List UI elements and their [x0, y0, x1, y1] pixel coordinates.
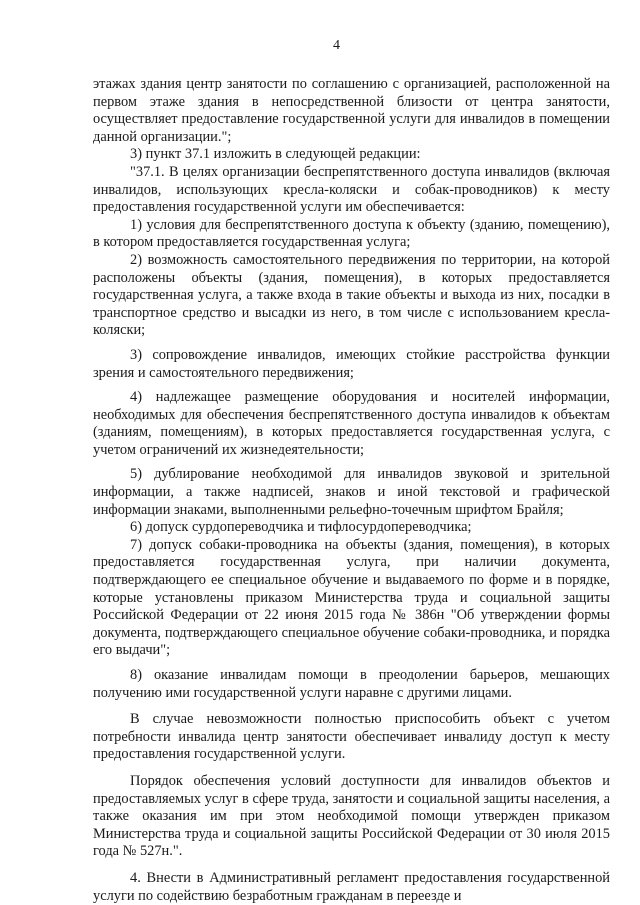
paragraph-accessibility-case: В случае невозможности полностью приспособить объект с учетом потребности инвалида центр занятости обеспечивает инвалиду доступ к месту предоставления государственной услуги.: [93, 711, 610, 763]
paragraph-item-4: 4. Внести в Административный регламент предоставления государственной услуги по содействию безработным гражданам в переезде и: [93, 869, 610, 904]
list-item-1: 1) условия для беспрепятственного доступа к объекту (зданию, помещению), в котором предоставляется государственная услуга;: [93, 216, 610, 251]
page-number: 4: [333, 38, 340, 53]
list-item-3: 3) сопровождение инвалидов, имеющих стойкие расстройства функции зрения и самостоятельного передвижения;: [93, 346, 610, 381]
paragraph-37-1-intro: "37.1. В целях организации беспрепятственного доступа инвалидов (включая инвалидов, использующих кресла-коляски и собак-проводников) к месту предоставления государственной услуги им обеспечивается:: [93, 163, 610, 216]
document-body: [93, 76, 610, 905]
list-item-5: 5) дублирование необходимой для инвалидов звуковой и зрительной информации, а также надписей, знаков и иной текстовой и графической информации знаками, выполненными рельефно-точечным шрифтом Брайля;: [93, 466, 610, 518]
list-item-7: 7) допуск собаки-проводника на объекты (здания, помещения), в которых предоставляется государственная услуга, при наличии документа, подтверждающего ее специальное обучение и выдаваемого по форме и в порядке, которые установлены приказом Министерства труда и социальной защиты Российской Федерации от 22 июня 2015 года № 386н "Об утверждении формы документа, подтверждающего специальное обучение собаки-проводника, и порядка его выдачи";: [93, 536, 610, 659]
paragraph-procedure: Порядок обеспечения условий доступности для инвалидов объектов и предоставляемых услуг в сфере труда, занятости и социальной защиты населения, а также оказания им при этом необходимой помощи утвержден приказом Министерства труда и социальной защиты Российской Федерации от 30 июля 2015 года № 527н.".: [93, 772, 610, 860]
list-item-4: 4) надлежащее размещение оборудования и носителей информации, необходимых для обеспечения беспрепятственного доступа инвалидов к объектам (зданиям, помещениям), в которых предоставляется государственная услуга, с учетом ограничений их жизнедеятельности;: [93, 389, 610, 458]
list-item-8: 8) оказание инвалидам помощи в преодолении барьеров, мешающих получению ими государственной услуги наравне с другими лицами.: [93, 667, 610, 701]
paragraph-continuation: этажах здания центр занятости по соглашению с организацией, расположенной на первом этаже здания в непосредственной близости от центра занятости, осуществляет предоставление государственной услуги для инвалидов в помещении данной организации.";: [93, 76, 610, 145]
paragraph-item-3-heading: 3) пункт 37.1 изложить в следующей редакции:: [130, 146, 421, 163]
list-item-2: 2) возможность самостоятельного передвижения по территории, на которой расположены объекты (здания, помещения), в которых предоставляется государственная услуга, а также входа в такие объекты и выхода из них, посадки в транспортное средство и высадки из него, в том числе с использованием кресла-коляски;: [93, 251, 610, 339]
list-item-6: 6) допуск сурдопереводчика и тифлосурдопереводчика;: [130, 519, 472, 536]
